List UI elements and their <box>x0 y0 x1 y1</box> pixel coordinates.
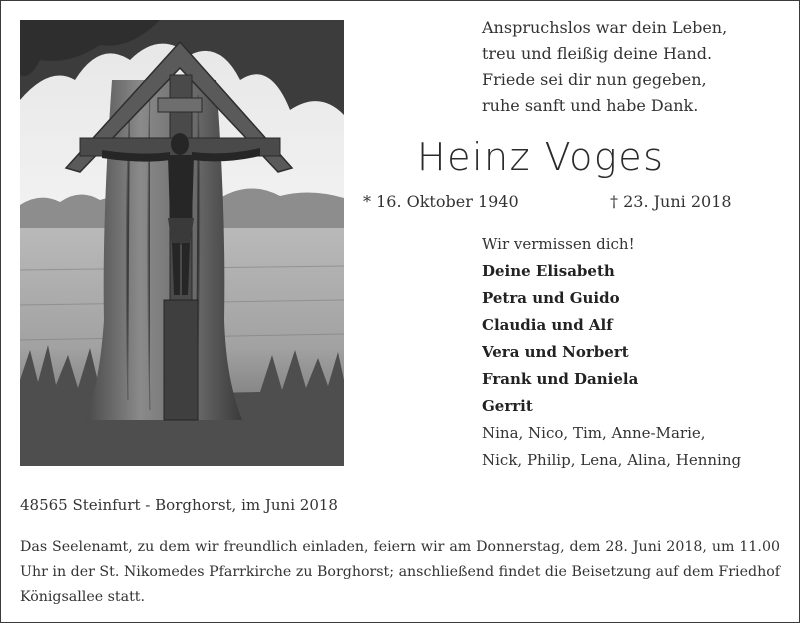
mourners-list <box>482 231 741 474</box>
birth-date: * 16. Oktober 1940 <box>363 192 519 211</box>
wayside-cross-photo <box>20 20 344 466</box>
memorial-poem <box>482 15 727 119</box>
poem-line: ruhe sanft und habe Dank. <box>482 96 699 115</box>
grandchildren-line: Nina, Nico, Tim, Anne-Marie, <box>482 424 706 442</box>
mourner-name: Deine Elisabeth <box>482 262 615 280</box>
mourner-name: Gerrit <box>482 397 533 415</box>
grandchildren-line: Nick, Philip, Lena, Alina, Henning <box>482 451 742 469</box>
mourner-name: Claudia und Alf <box>482 316 613 334</box>
poem-line: treu und fleißig deine Hand. <box>482 44 713 63</box>
poem-line: Anspruchslos war dein Leben, <box>482 18 728 37</box>
mourner-name: Frank und Daniela <box>482 370 639 388</box>
mourners-intro: Wir vermissen dich! <box>482 235 635 253</box>
death-date: † 23. Juni 2018 <box>610 192 732 211</box>
deceased-name: Heinz Voges <box>417 135 665 179</box>
mourner-name: Vera und Norbert <box>482 343 629 361</box>
place-and-date: 48565 Steinfurt - Borghorst, im Juni 2018 <box>20 496 338 514</box>
mourner-name: Petra und Guido <box>482 289 620 307</box>
funeral-announcement: Das Seelenamt, zu dem wir freundlich einladen, feiern wir am Donnerstag, dem 28. Juni 2018, um 11.00 Uhr in der St. Nikomedes Pfarrkirche zu Borghorst; anschließend findet die Beisetzung auf dem Friedhof Königsallee statt. <box>20 539 780 605</box>
poem-line: Friede sei dir nun gegeben, <box>482 70 707 89</box>
